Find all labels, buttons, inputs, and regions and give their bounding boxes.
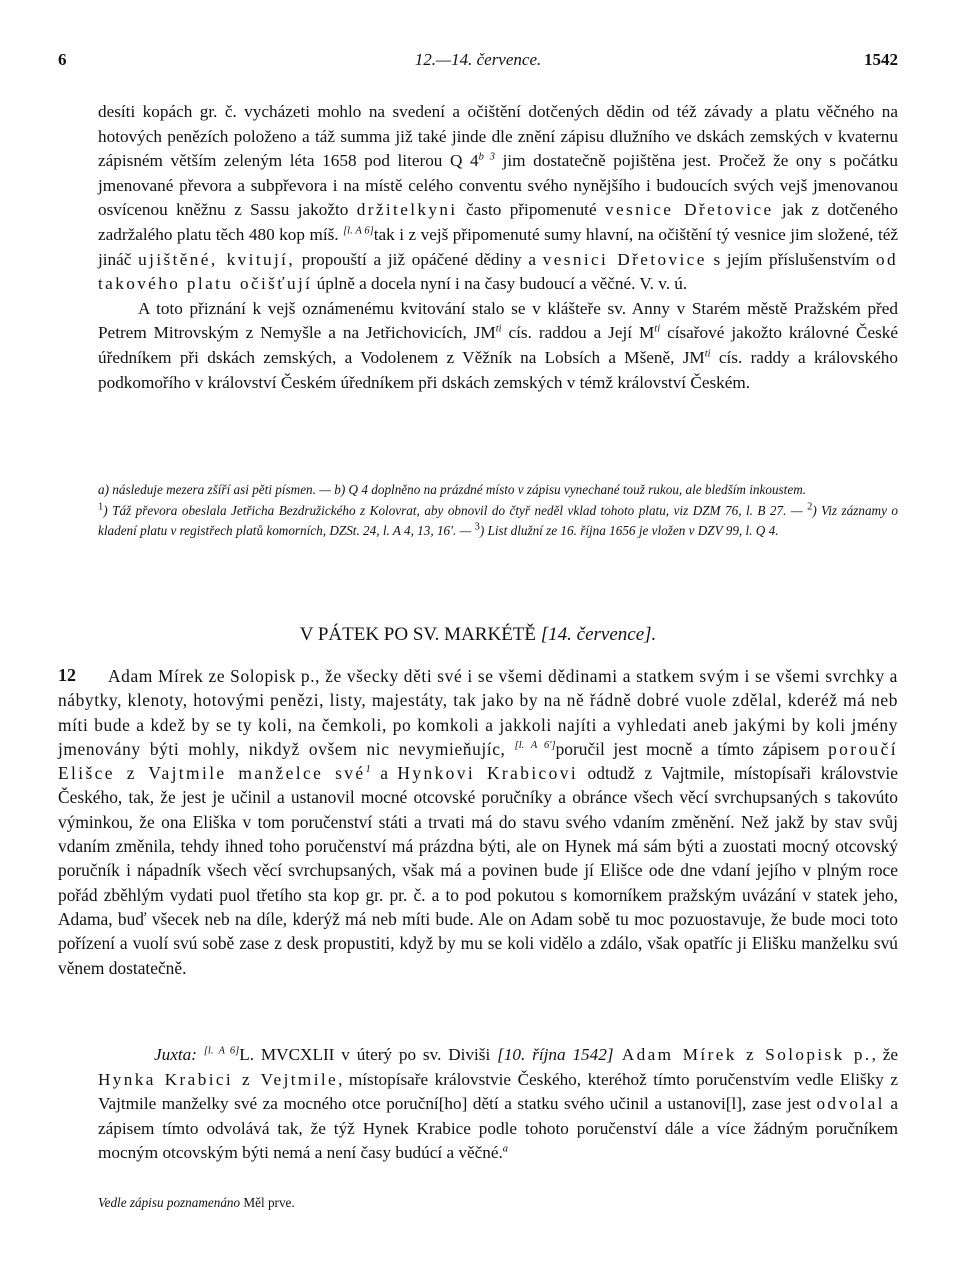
margin-note: Vedle zápisu poznamenáno Měl prve. (98, 1195, 295, 1210)
footnote-numbered: $^1$) Táž převora obeslala Jetřicha Bezdružického z Kolovrat, aby obnovil do čtyř neděl vklad tohoto platu, viz DZM 76, l. B 27. — $^2$) Viz záznamy o kladení platu v registřech platů komorních, DZSt. 24, l. A 4, 13, 16'. — $^3$) List dlužní ze 16. října 1656 je vložen v DZV 99, l. Q 4. (98, 501, 898, 538)
header-year: 1542 (864, 50, 898, 69)
continued-text (98, 100, 898, 395)
footnote-letters: a) následuje mezera zšíří asi pěti písmen. — b) Q 4 doplněno na prázdné místo v zápisu vynechané touž rukou, ale bledším inkoustem. (98, 482, 807, 497)
entry-number: 12 (58, 665, 76, 685)
page-header (58, 50, 898, 74)
juxta-note: Juxta: [l. A 6]L. MVCXLII v úterý po sv. Diviši [10. října 1542] Adam Mírek z Solopisk p., že Hynka Krabici z Vejtmile, místopísaře královstvie Českého, kteréhož tímto poručenstvím vedle Elišky z Vajtmile manželky své za mocného otce poruční[ho] dětí a statku svého učinil a ustanovi[l], zase jest odvolal a zápisem tímto odvolává tak, že týž Hynek Krabice podle tohoto poručenství dále a více žádným poručníkem mocným otcovským býti nemá a není časy budúcí a věčné.$^a$ (98, 1045, 899, 1163)
entry-text: Adam Mírek ze Solopisk p., že všecky děti své i se všemi dědinami a statkem svým i se všemi svrchky a nábytky, klenoty, hotovými penězi, listy, majestáty, tak jako by na ně řádně dobré vuole zdělal, kderéž má neb míti bude a kdež by se ty koli, na čemkoli, po komkoli a jakkoli najíti a vyhledati aneb jakými by koli jmény jmenovány býti mohly, nikdyž ovšem nic nevymieňujíc, [l. A 6']poručil jest mocně a tímto zápisem poroučí Elišce z Vajtmile manželce své$^1$ a Hynkovi Krabicovi odtudž z Vajtmile, místopísaři královstvie Českého, tak, že jest je učinil a ustanovil mocné otcovské poručníky a obránce všech věcí svrchupsaných s takovúto výminkou, že ona Eliška v tom poručenství státi a trvati má do stavu svého vdaním změnění. Než jakž by stav svůj vdaním změnila, tehdy ihned toho poručenství má prázdna býti, ale on Hynek má sám býti a zuostati mocný otcovský poručník i nápadník všech věcí svrchupsaných, však má a povinen bude jí Elišce ode dne vdaní jejího v plným roce pořád zběhlým vydati puol třetího sta kop gr. pr. č. a to pod pokutou s komorníkem pražským uvázání v statek jeho, Adama, buď všecek neb na díle, kderýž má neb míti bude. Ale on Adam sobě tu moc pozuostavuje, že bude moci toto pořízení a vuolí svú sobě zase z desk propustiti, když by mu se koli vidělo a zdálo, však opatříc ji Elišku manželku svú věnem dostatečně. (58, 666, 898, 978)
page-number: 6 (58, 50, 67, 69)
folio-marker: [l. A 6] (343, 225, 374, 237)
folio-marker: [l. A 6'] (514, 740, 556, 752)
paragraph-continuation: desíti kopách gr. č. vycházeti mohlo na svedení a očištění dotčených dědin od též závady a platu věčného na hotových penězích položeno a táž summa již také jinde dle znění zápisu dlužního ve dskách zemských v kvaternu zápisném větším zeleným léta 1658 pod literou Q $4^{b 3}$ jim dostatečně pojištěna jest. Pročež že ony s počátku jmenované převora a subpřevora i na místě celého conventu svého nynějšího i budoucích svých vejš jmenovanou osvícenou kněžnu z Sassu jakožto držitelkyni často připomenuté vesnice Dřetovice jak z dotčeného zadržalého platu těch 480 kop míš. [l. A 6]tak i z vejš připomenuté sumy hlavní, na očištění tý vesnice jim složené, též jináč ujištěné, kvitují, propouští a již opáčené dědiny a vesnici Dřetovice s jejím příslušenstvím od takového platu očišťují úplně a docela nyní i na časy budoucí a věčné. V. v. ú. (98, 102, 899, 294)
paragraph-acknowledgment: A toto přiznání k vejš oznámenému kvitování stalo se v klášteře sv. Anny v Starém městě Pražském před Petrem Mitrovským z Nemyšle a na Jetřichovicích, $JM^{ti}$ cís. raddou a Její $M^{ti}$ císařové jakožto královné České úředníkem při dskách zemských, a Vodolenem z Věžník na Lobsích a Mšeně, $JM^{ti}$ cís. raddy a královského podkomořího v království Českém úředníkem při dskách zemských v témž království Českém. (98, 298, 898, 392)
footnotes (98, 480, 898, 542)
running-title: 12.—14. července. (414, 50, 542, 69)
section-heading: V PÁTEK PO SV. MARKÉTĚ [14. července]. (299, 624, 657, 645)
